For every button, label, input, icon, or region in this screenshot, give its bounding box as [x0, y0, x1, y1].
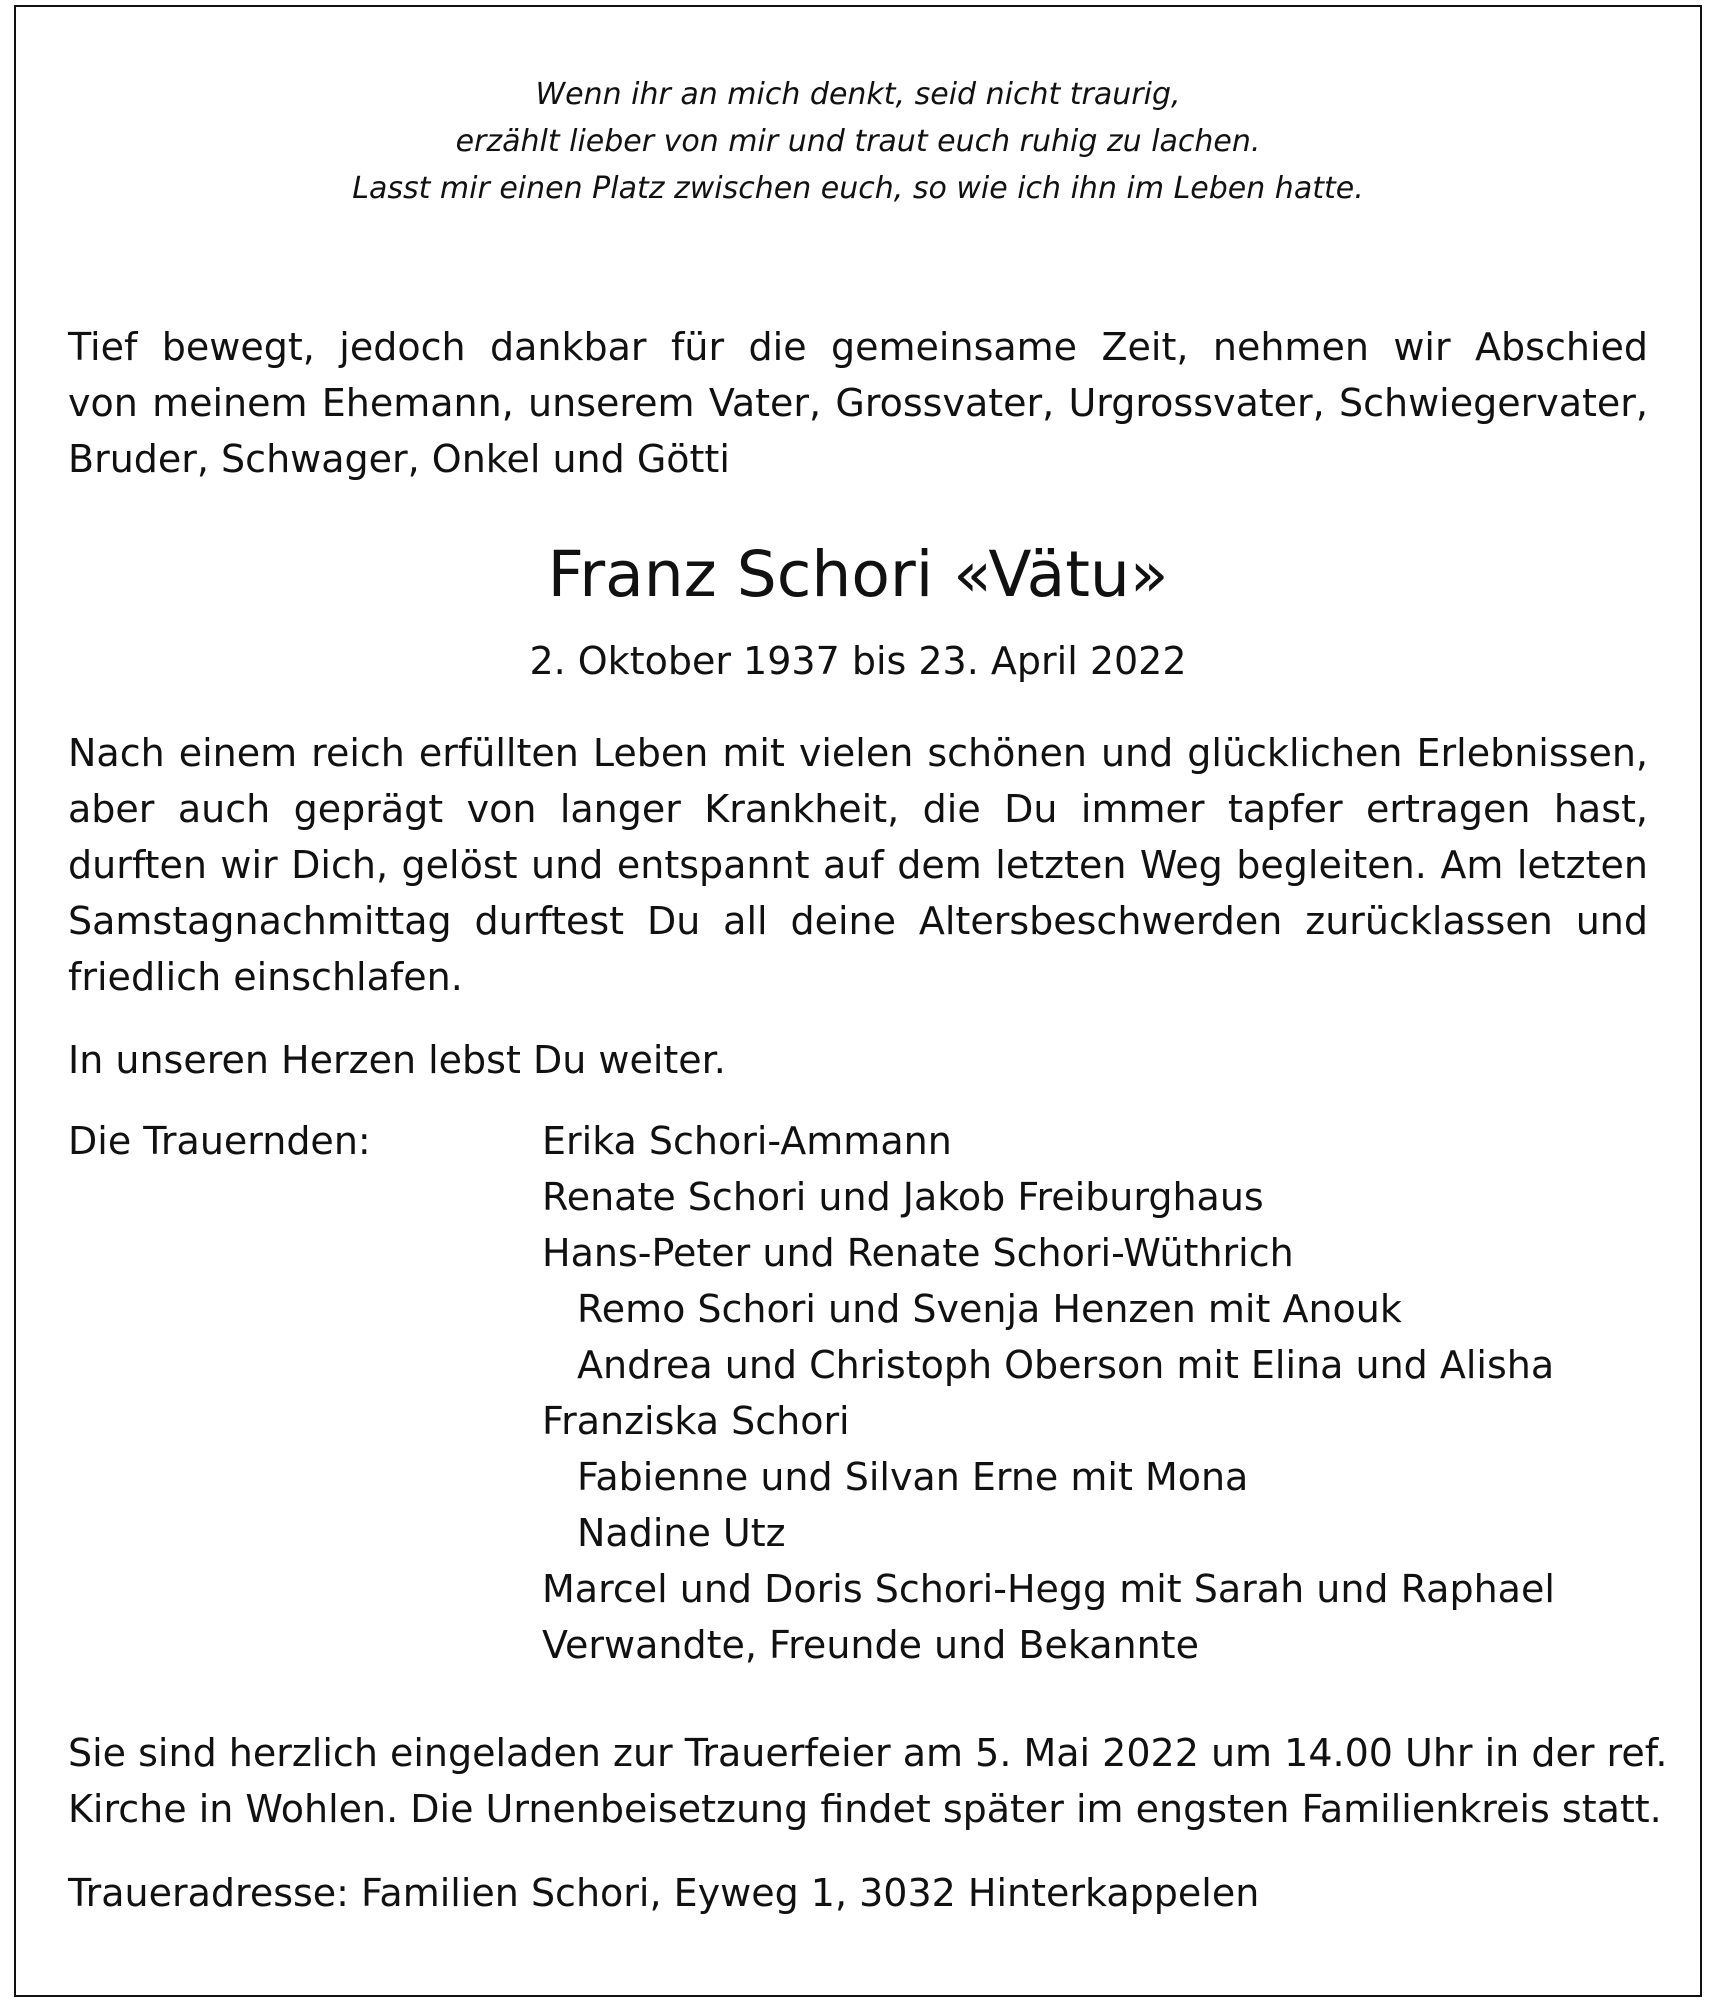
- memorial-paragraph: [68, 725, 1648, 1005]
- motto-quote: [16, 71, 1700, 212]
- invitation-line: Kirche in Wohlen. Die Urnenbeisetzung findet später im engsten Familienkreis statt.: [68, 1787, 1662, 1831]
- mourner-entry: Franziska Schori: [542, 1399, 850, 1443]
- body-line: aber auch geprägt von langer Krankheit, die Du immer tapfer ertragen hast,: [68, 787, 1648, 831]
- intro-line: Tief bewegt, jedoch dankbar für die gemeinsame Zeit, nehmen wir Abschied: [68, 325, 1648, 369]
- mourners-list: [542, 1113, 1555, 1673]
- deceased-name: Franz Schori «Vätu»: [547, 538, 1169, 611]
- farewell-line: In unseren Herzen lebst Du weiter.: [68, 1038, 726, 1082]
- mourner-entry: Fabienne und Silvan Erne mit Mona: [577, 1455, 1249, 1499]
- motto-line: Lasst mir einen Platz zwischen euch, so wie ich ihn im Leben hatte.: [352, 171, 1364, 206]
- mourner-entry: Andrea und Christoph Oberson mit Elina und Alisha: [577, 1343, 1555, 1387]
- life-dates: 2. Oktober 1937 bis 23. April 2022: [529, 639, 1187, 683]
- mourner-entry: Erika Schori-Ammann: [542, 1119, 952, 1163]
- intro-paragraph: [68, 319, 1648, 487]
- intro-line: Bruder, Schwager, Onkel und Götti: [68, 437, 730, 481]
- motto-line: Wenn ihr an mich denkt, seid nicht traurig,: [535, 77, 1181, 112]
- mourner-entry: Hans-Peter und Renate Schori-Wüthrich: [542, 1231, 1294, 1275]
- invitation-paragraph: [68, 1725, 1668, 1837]
- mourner-entry: Verwandte, Freunde und Bekannte: [542, 1623, 1199, 1667]
- body-line: friedlich einschlafen.: [68, 955, 463, 999]
- invitation-line: Sie sind herzlich eingeladen zur Trauerfeier am 5. Mai 2022 um 14.00 Uhr in der ref.: [68, 1731, 1668, 1775]
- mourner-entry: Remo Schori und Svenja Henzen mit Anouk: [577, 1287, 1402, 1331]
- mourning-address: Traueradresse: Familien Schori, Eyweg 1, 3032 Hinterkappelen: [68, 1871, 1260, 1915]
- mourner-entry: Marcel und Doris Schori-Hegg mit Sarah und Raphael: [542, 1567, 1555, 1611]
- mourners-label: Die Trauernden:: [68, 1119, 371, 1163]
- obituary-frame: [14, 5, 1702, 1997]
- mourner-entry: Renate Schori und Jakob Freiburghaus: [542, 1175, 1264, 1219]
- intro-line: von meinem Ehemann, unserem Vater, Grossvater, Urgrossvater, Schwiegervater,: [68, 381, 1648, 425]
- motto-line: erzählt lieber von mir und traut euch ruhig zu lachen.: [455, 124, 1261, 159]
- body-line: Nach einem reich erfüllten Leben mit vielen schönen und glücklichen Erlebnissen,: [68, 731, 1648, 775]
- body-line: Samstagnachmittag durftest Du all deine Altersbeschwerden zurücklassen und: [68, 899, 1648, 943]
- mourner-entry: Nadine Utz: [577, 1511, 786, 1555]
- body-line: durften wir Dich, gelöst und entspannt auf dem letzten Weg begleiten. Am letzten: [68, 843, 1648, 887]
